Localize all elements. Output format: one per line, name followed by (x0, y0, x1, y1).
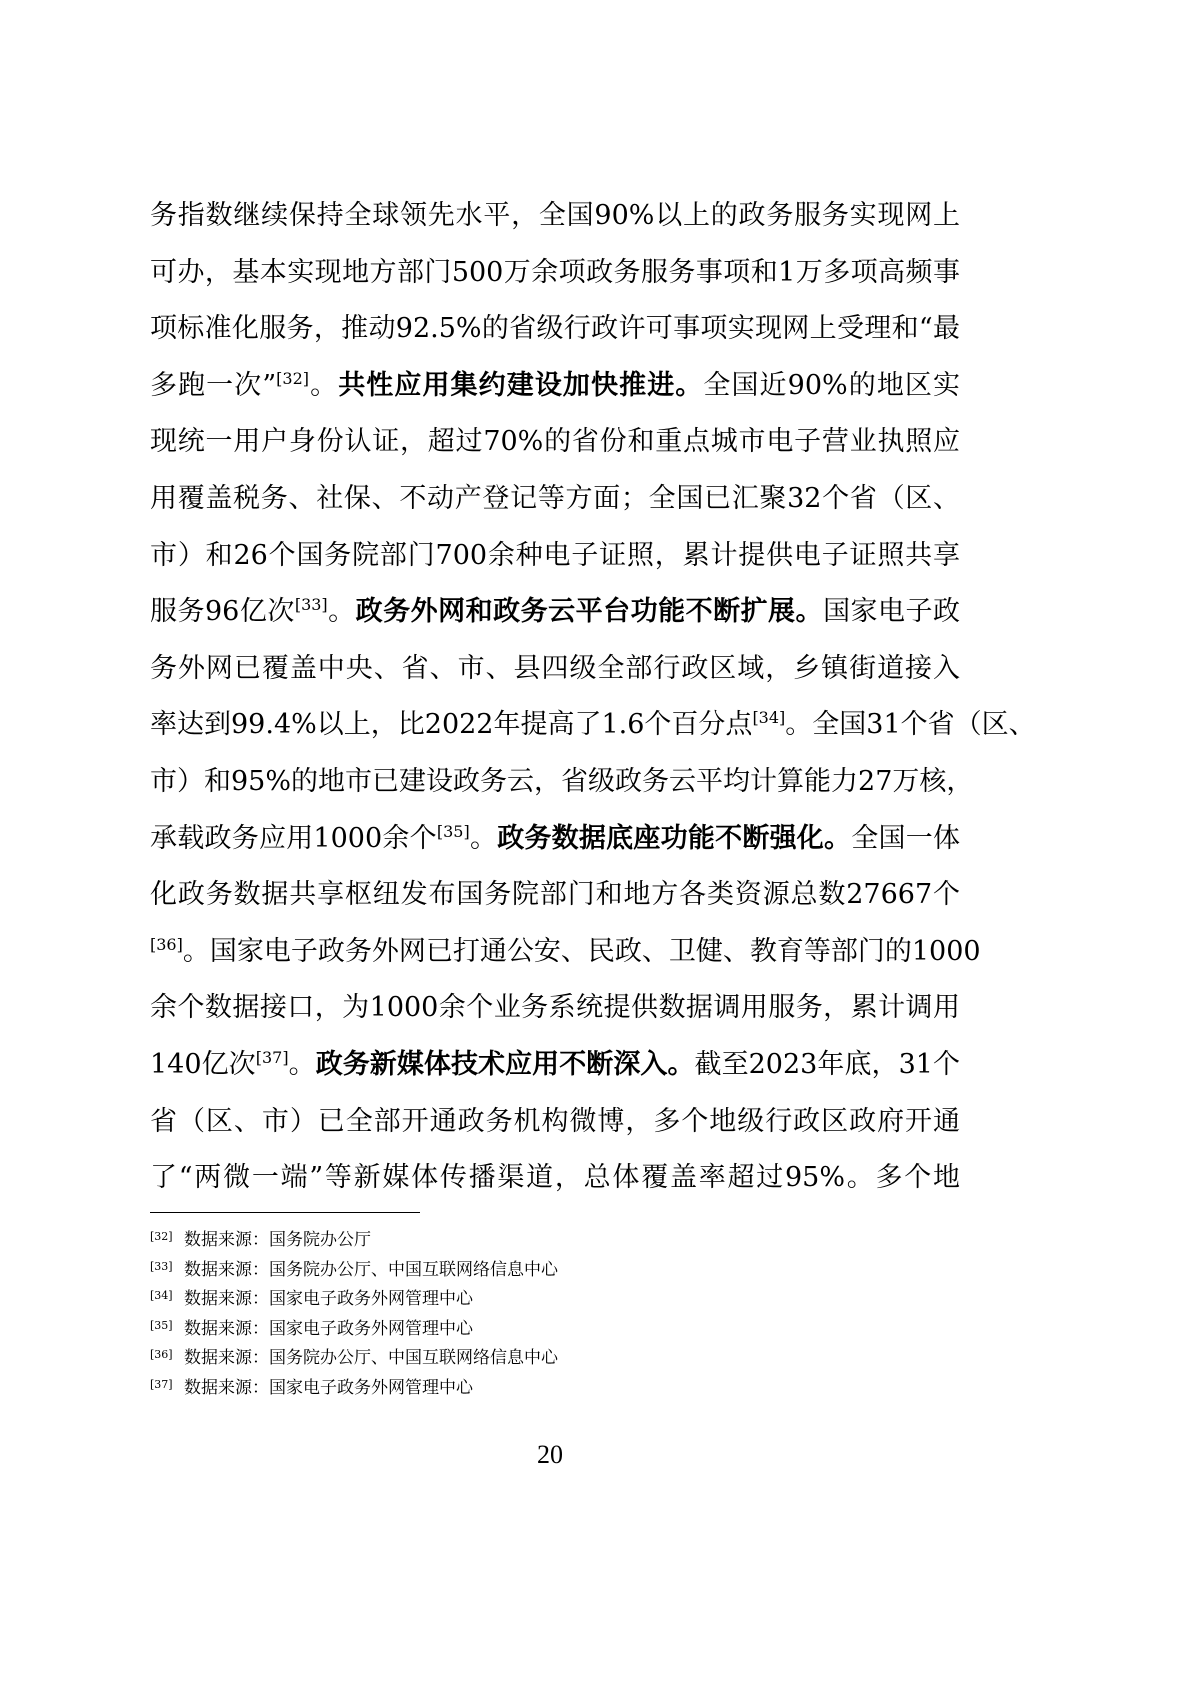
text-line (150, 358, 960, 415)
footnote-number: [37] (150, 1377, 173, 1391)
bold-heading: 政务数据底座功能不断强化。 (497, 822, 852, 854)
text-segment: 全国近90%的地区实 (703, 369, 961, 401)
footnote (150, 1370, 960, 1400)
body-paragraph (150, 188, 1036, 1207)
footnote (150, 1222, 960, 1252)
text-segment: 。国家电子政务外网已打通公安、民政、卫健、教育等部门的1000 (182, 935, 981, 967)
footnote-number: [35] (150, 1318, 173, 1332)
footnote-reference[interactable]: [37] (255, 1047, 289, 1067)
text-segment: 承载政务应用1000余个 (150, 822, 437, 854)
text-line (150, 188, 960, 245)
text-segment: 省（区、市）已全部开通政务机构微博，多个地级行政区政府开通 (150, 1105, 960, 1137)
text-line (150, 414, 960, 471)
text-segment: 。 (288, 1048, 316, 1080)
footnote-reference[interactable]: [35] (436, 821, 470, 841)
page-number: 20 (537, 1440, 563, 1469)
text-segment: 务外网已覆盖中央、省、市、县四级全部行政区域，乡镇街道接入 (150, 652, 960, 684)
text-line (150, 528, 960, 585)
text-segment: 。 (309, 369, 339, 401)
footnotes-section (150, 1222, 960, 1399)
footnote-text: 数据来源：国务院办公厅、中国互联网络信息中心 (184, 1348, 558, 1368)
text-line (150, 471, 960, 528)
text-segment: 率达到99.4%以上，比2022年提高了1.6个百分点 (150, 709, 753, 741)
footnote-number: [36] (150, 1348, 173, 1361)
footnote-number: [32] (150, 1230, 173, 1243)
text-line (150, 1094, 960, 1151)
text-line (150, 1150, 960, 1207)
text-segment: 国家电子政 (823, 596, 961, 628)
footnote-divider (150, 1212, 420, 1213)
text-segment: 务指数继续保持全球领先水平，全国90%以上的政务服务实现网上 (150, 200, 960, 231)
bold-heading: 共性应用集约建设加快推进。 (338, 369, 704, 401)
text-segment: 市）和26个国务院部门700余种电子证照，累计提供电子证照共享 (150, 539, 960, 571)
text-segment: 化政务数据共享枢纽发布国务院部门和地方各类资源总数27667个 (150, 879, 960, 911)
text-segment: 现统一用户身份认证，超过70%的省份和重点城市电子营业执照应 (150, 426, 960, 458)
text-segment: 可办，基本实现地方部门500万余项政务服务事项和1万多项高频事 (150, 256, 960, 288)
text-line (150, 754, 974, 811)
text-segment: 全国一体 (851, 822, 961, 854)
footnote-text: 数据来源：国务院办公厅、中国互联网络信息中心 (184, 1259, 558, 1280)
footnote-text: 数据来源：国家电子政务外网管理中心 (184, 1377, 473, 1398)
text-segment: 服务96亿次 (150, 596, 295, 628)
footnote-text: 数据来源：国家电子政务外网管理中心 (184, 1289, 473, 1309)
footnote-reference[interactable]: [36] (150, 934, 183, 954)
bold-heading: 政务外网和政务云平台功能不断扩展。 (355, 596, 824, 628)
text-segment: 了“两微一端”等新媒体传播渠道，总体覆盖率超过95%。多个地 (150, 1162, 960, 1194)
text-line (150, 245, 960, 302)
text-segment: 项标准化服务，推动92.5%的省级行政许可事项实现网上受理和“最 (150, 313, 960, 345)
footnote-reference[interactable]: [33] (294, 595, 328, 615)
footnote-number: [34] (150, 1289, 173, 1302)
text-segment: 多跑一次” (150, 369, 277, 401)
footnote-reference[interactable]: [32] (276, 368, 310, 388)
text-segment: 用覆盖税务、社保、不动产登记等方面；全国已汇聚32个省（区、 (150, 482, 960, 514)
footnote-reference[interactable]: [34] (752, 708, 786, 728)
text-line (150, 697, 1036, 754)
text-segment: 。 (469, 822, 498, 854)
text-segment: 余个数据接口，为1000余个业务系统提供数据调用服务，累计调用 (150, 992, 960, 1024)
footnote-text: 数据来源：国家电子政务外网管理中心 (184, 1318, 473, 1339)
bold-heading: 政务新媒体技术应用不断深入。 (315, 1048, 695, 1080)
text-line (150, 811, 960, 868)
footnote (150, 1281, 960, 1311)
text-segment: 。全国31个省（区、 (785, 709, 1036, 741)
footnote (150, 1311, 960, 1341)
footnote-text: 数据来源：国务院办公厅 (184, 1230, 371, 1250)
text-line (150, 301, 960, 358)
text-line (150, 1037, 960, 1094)
text-line (150, 924, 981, 981)
text-segment: 。 (327, 596, 356, 628)
text-line (150, 641, 960, 698)
text-segment: 截至2023年底，31个 (694, 1048, 960, 1080)
footnote (150, 1252, 960, 1282)
text-segment: 市）和95%的地市已建设政务云，省级政务云平均计算能力27万核， (150, 765, 974, 797)
text-segment: 140亿次 (150, 1048, 256, 1080)
text-line (150, 980, 960, 1037)
footnote (150, 1340, 960, 1370)
text-line (150, 867, 960, 924)
text-line (150, 584, 960, 641)
footnote-number: [33] (150, 1259, 173, 1273)
